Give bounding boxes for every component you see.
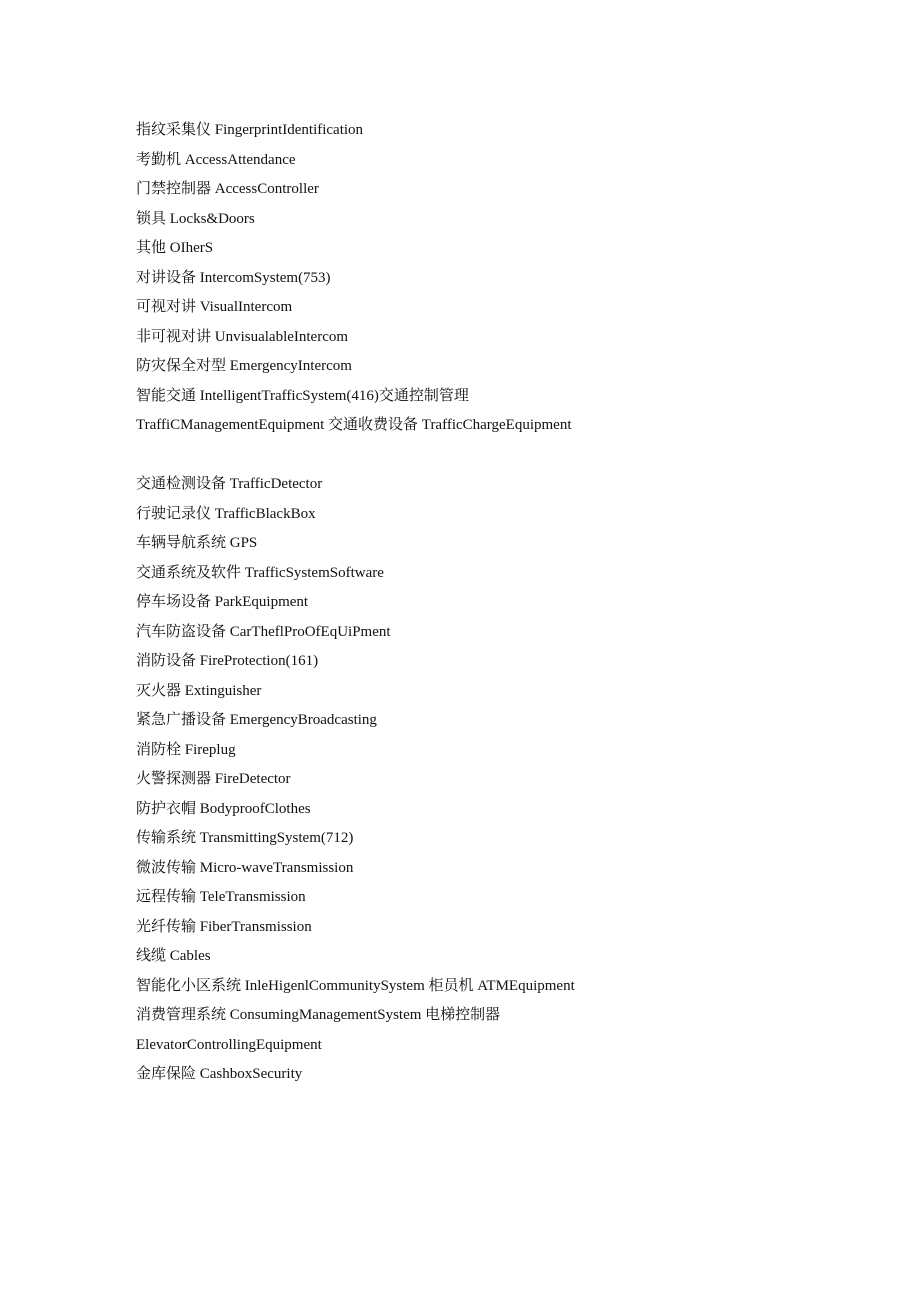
text-line-bodyproof-clothes: 防护衣帽 BodyproofClothes bbox=[136, 800, 311, 817]
text-line-unvisual-intercom: 非可视对讲 UnvisualableIntercom bbox=[136, 328, 349, 345]
text-line-park-equipment: 停车场设备 ParkEquipment bbox=[136, 594, 309, 610]
text-line-attendance: 考勤机 AccessAttendance bbox=[136, 151, 296, 168]
paragraph-gap bbox=[136, 441, 876, 471]
text-line-fireplug: 消防栓 Fireplug bbox=[136, 741, 236, 758]
text-line-traffic-software: 交通系统及软件 TrafficSystemSoftware bbox=[136, 564, 384, 581]
text-line-emergency-broadcasting: 紧急广播设备 EmergencyBroadcasting bbox=[136, 712, 377, 728]
text-line-intelligent-traffic: 智能交通 IntelligentTrafficSystem(416)交通控制管理 bbox=[136, 387, 469, 404]
text-line-locks: 锁具 Locks&Doors bbox=[136, 210, 255, 227]
document-page bbox=[136, 116, 876, 1090]
text-line-consuming-management: 消费管理系统 ConsumingManagementSystem 电梯控制器 bbox=[136, 1007, 501, 1023]
text-line-fire-protection: 消防设备 FireProtection(161) bbox=[136, 653, 319, 669]
text-line-visual-intercom: 可视对讲 VisualIntercom bbox=[136, 299, 293, 315]
text-line-gps: 车辆导航系统 GPS bbox=[136, 535, 258, 551]
text-line-emergency-intercom: 防灾保全对型 EmergencyIntercom bbox=[136, 358, 352, 374]
text-line-cashbox-security: 金库保险 CashboxSecurity bbox=[136, 1066, 303, 1082]
text-line-traffic-management: TraffiCManagementEquipment 交通收费设备 TrafficChargeEquipment bbox=[136, 417, 572, 433]
text-line-fire-detector: 火警探测器 FireDetector bbox=[136, 771, 291, 787]
text-line-tele-transmission: 远程传输 TeleTransmission bbox=[136, 889, 306, 905]
text-line-traffic-detector: 交通检测设备 TrafficDetector bbox=[136, 476, 323, 492]
text-line-others: 其他 OIherS bbox=[136, 240, 214, 256]
text-line-fiber-transmission: 光纤传输 FiberTransmission bbox=[136, 918, 312, 935]
text-line-community-system: 智能化小区系统 InleHigenlCommunitySystem 柜员机 ATMEquipment bbox=[136, 977, 575, 994]
text-line-fingerprint: 指纹采集仪 FingerprintIdentification bbox=[136, 122, 364, 138]
text-line-intercom-system: 对讲设备 IntercomSystem(753) bbox=[136, 269, 331, 286]
text-line-microwave: 微波传输 Micro-waveTransmission bbox=[136, 859, 354, 876]
text-line-traffic-blackbox: 行驶记录仪 TrafficBlackBox bbox=[136, 505, 316, 522]
text-line-transmitting-system: 传输系统 TransmittingSystem(712) bbox=[136, 830, 354, 846]
text-line-extinguisher: 灭火器 Extinguisher bbox=[136, 682, 262, 699]
text-line-car-theft: 汽车防盗设备 CarTheflProOfEqUiPment bbox=[136, 623, 391, 640]
text-line-elevator-controlling: ElevatorControllingEquipment bbox=[136, 1036, 322, 1053]
text-line-cables: 线缆 Cables bbox=[136, 948, 211, 964]
text-line-access-controller: 门禁控制器 AccessController bbox=[136, 181, 319, 197]
